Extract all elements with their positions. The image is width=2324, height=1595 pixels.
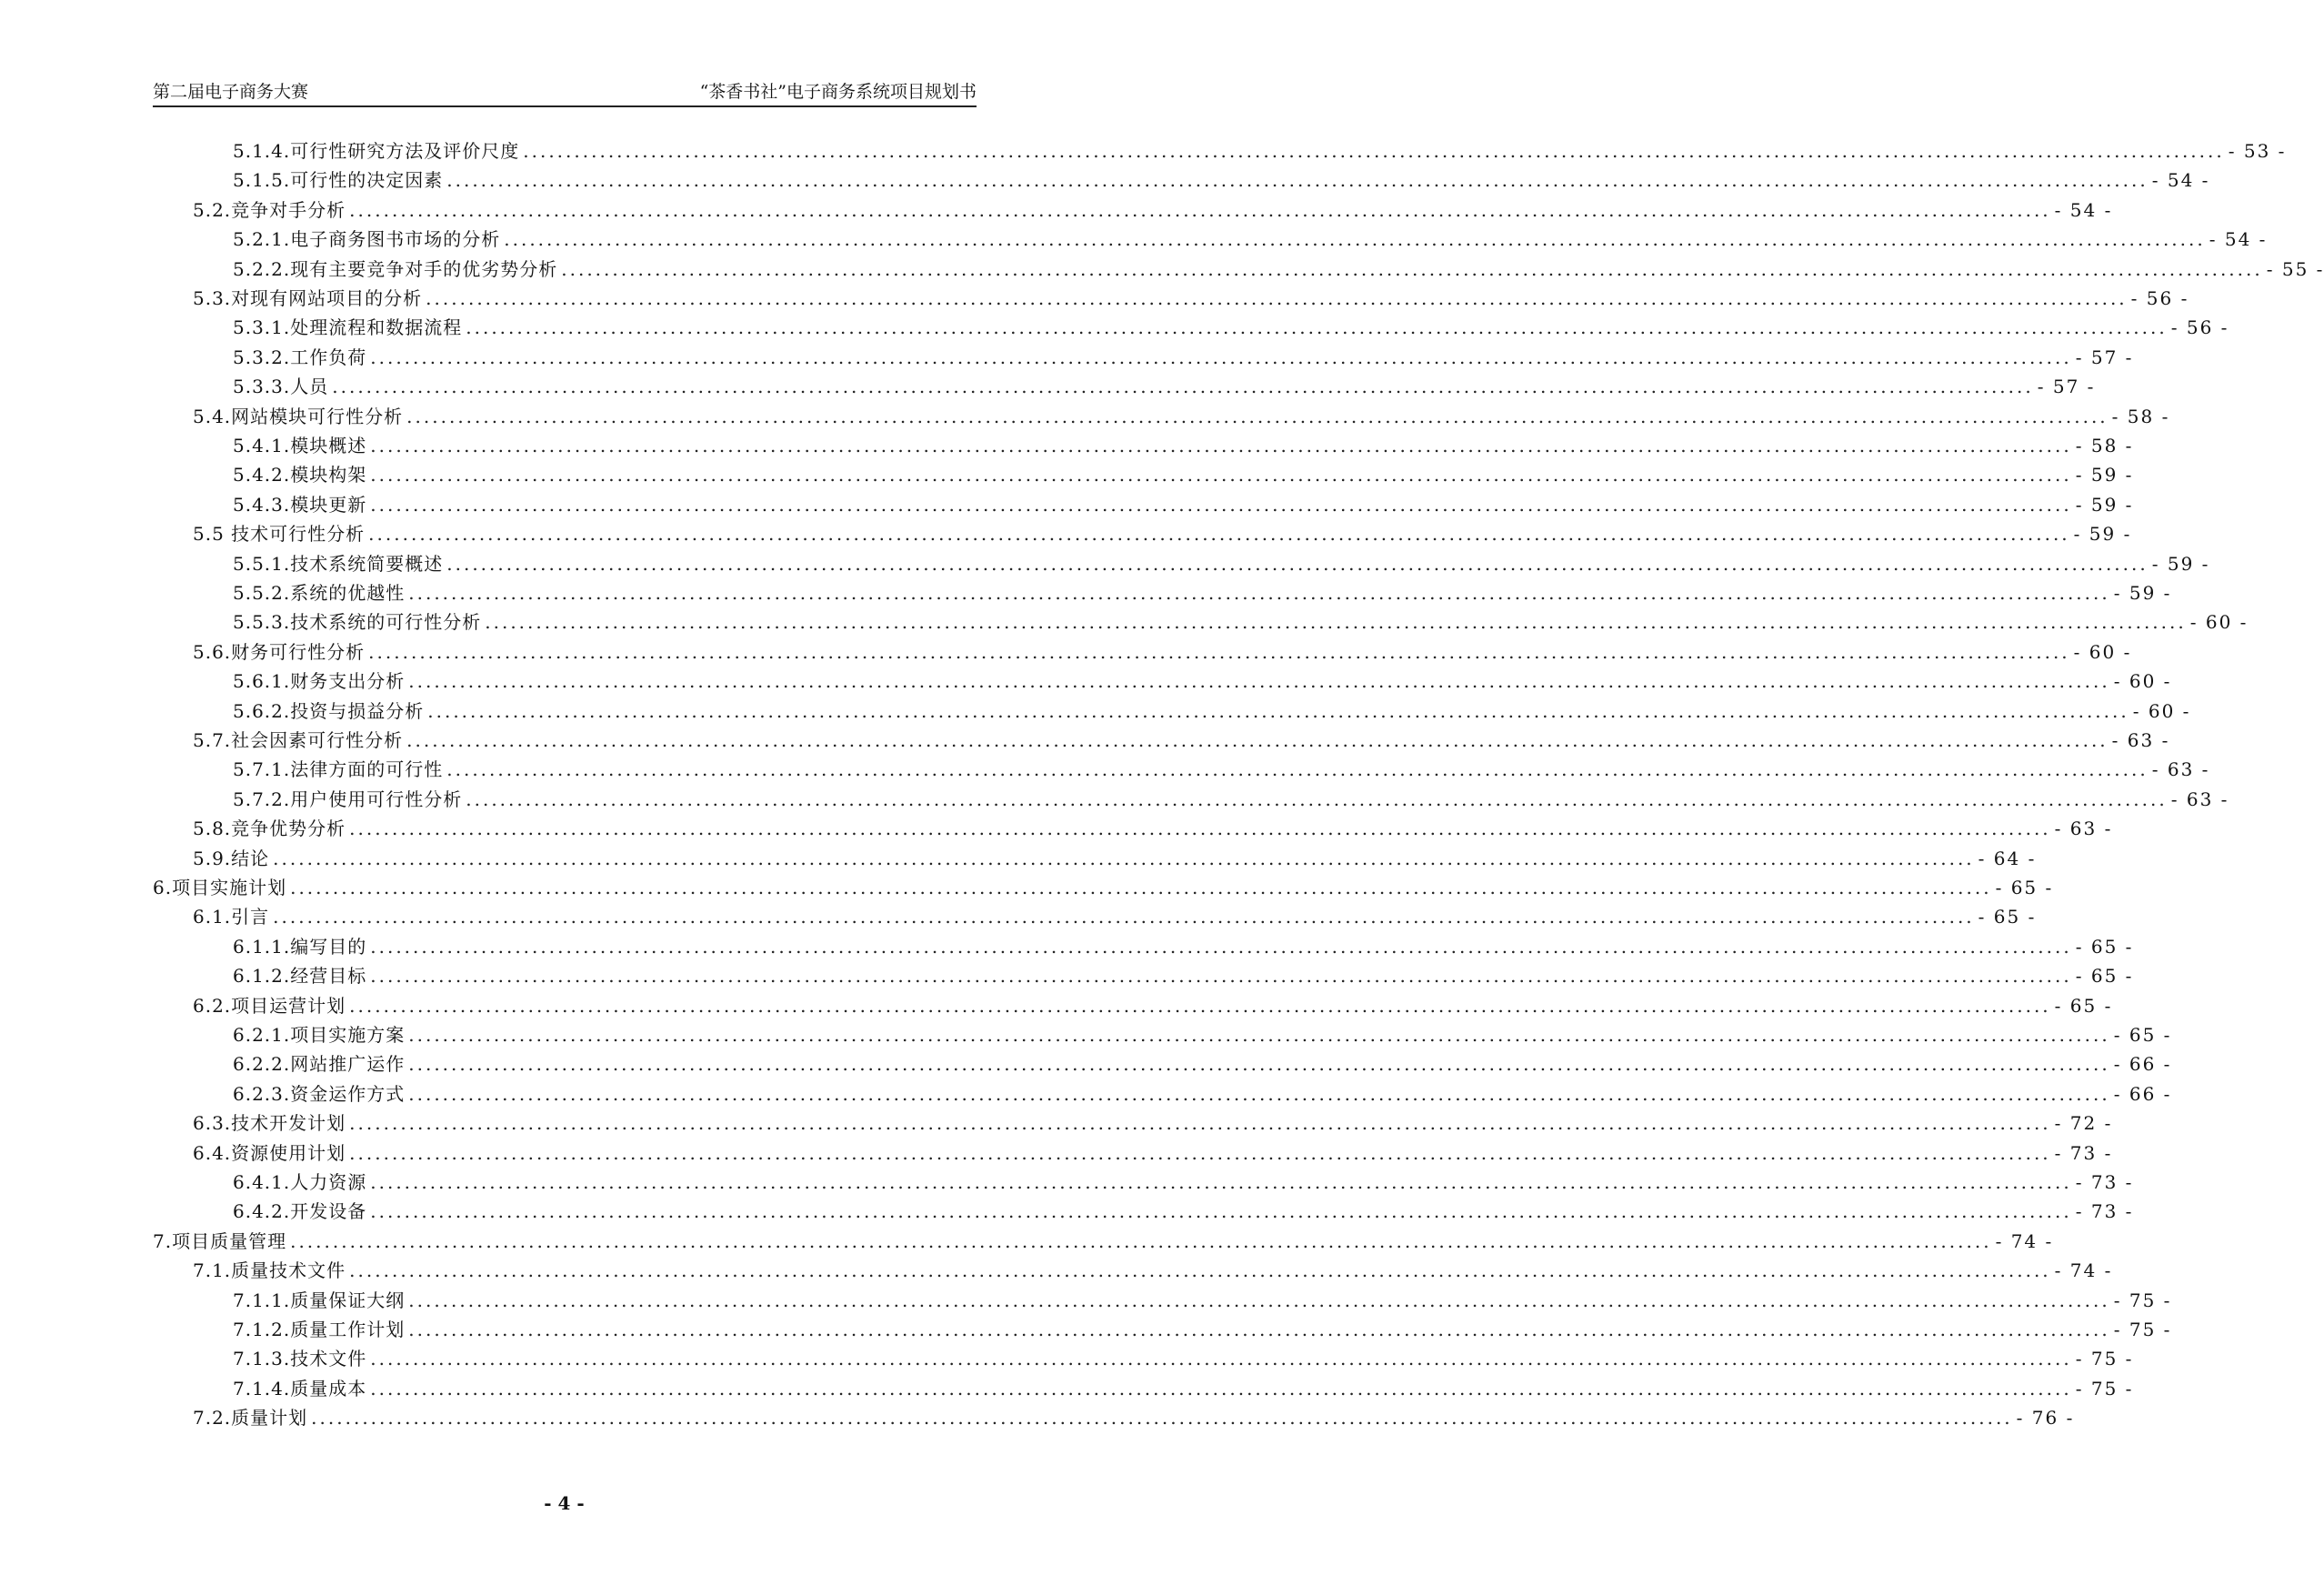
- toc-dot-leader: ........................................................................................................................................................................................................: [408, 1024, 2110, 1046]
- toc-entry-page: - 56 -: [2170, 316, 2229, 339]
- toc-dot-leader: ........................................................................................................................................................................................................: [349, 994, 2051, 1017]
- toc-entry[interactable]: [233, 1344, 2134, 1373]
- toc-entry[interactable]: [233, 785, 2229, 814]
- toc-entry-page: - 60 -: [2132, 699, 2191, 722]
- toc-entry[interactable]: [233, 1079, 2172, 1108]
- toc-entry[interactable]: [193, 637, 2132, 667]
- toc-entry-page: - 63 -: [2170, 787, 2229, 810]
- toc-dot-leader: ........................................................................................................................................................................................................: [427, 699, 2129, 722]
- toc-entry-label: 5.3.对现有网站项目的分析: [193, 287, 423, 309]
- toc-dot-leader: ........................................................................................................................................................................................................: [561, 257, 2263, 280]
- toc-entry-page: - 58 -: [2075, 435, 2134, 456]
- toc-entry[interactable]: [233, 490, 2134, 519]
- toc-entry-label: 5.5 技术可行性分析: [193, 523, 366, 546]
- toc-entry[interactable]: [233, 136, 2287, 166]
- toc-entry-label: 6.2.2.网站推广运作: [233, 1053, 406, 1076]
- toc-entry-label: 7.1.2.质量工作计划: [233, 1319, 406, 1340]
- toc-entry[interactable]: [233, 1315, 2172, 1344]
- toc-entry-page: - 75 -: [2075, 1348, 2134, 1370]
- toc-entry[interactable]: [233, 166, 2210, 195]
- toc-entry-page: - 65 -: [1995, 877, 2054, 898]
- toc-entry-page: - 63 -: [2111, 729, 2170, 751]
- toc-entry-label: 5.2.2.现有主要竞争对手的优劣势分析: [233, 257, 558, 280]
- toc-dot-leader: ........................................................................................................................................................................................................: [466, 316, 2168, 339]
- toc-entry-label: 5.3.2.工作负荷: [233, 346, 367, 368]
- toc-dot-leader: ........................................................................................................................................................................................................: [426, 287, 2128, 309]
- toc-dot-leader: ........................................................................................................................................................................................................: [446, 552, 2149, 575]
- toc-entry-label: 5.3.3.人员: [233, 376, 329, 398]
- toc-entry-label: 7.1.质量技术文件: [193, 1259, 346, 1282]
- toc-entry-label: 6.2.项目运营计划: [193, 994, 346, 1017]
- toc-entry[interactable]: [233, 667, 2172, 696]
- toc-entry-page: - 66 -: [2113, 1053, 2172, 1076]
- toc-entry[interactable]: [233, 1197, 2134, 1226]
- toc-entry-label: 5.7.1.法律方面的可行性: [233, 758, 444, 781]
- toc-entry-page: - 75 -: [2075, 1377, 2134, 1399]
- toc-entry-label: 6.1.引言: [193, 906, 270, 928]
- page-number: - 4 -: [544, 1492, 585, 1514]
- toc-entry-page: - 73 -: [2054, 1141, 2113, 1164]
- toc-entry-page: - 55 -: [2266, 257, 2324, 280]
- toc-entry[interactable]: [233, 961, 2134, 990]
- toc-entry-label: 6.3.技术开发计划: [193, 1112, 346, 1135]
- toc-entry[interactable]: [233, 431, 2134, 460]
- toc-dot-leader: ........................................................................................................................................................................................................: [408, 1289, 2110, 1311]
- toc-entry-page: - 74 -: [1995, 1229, 2054, 1252]
- toc-dot-leader: ........................................................................................................................................................................................................: [370, 346, 2072, 368]
- toc-dot-leader: ........................................................................................................................................................................................................: [311, 1407, 2013, 1429]
- toc-entry[interactable]: [233, 313, 2229, 342]
- toc-dot-leader: ........................................................................................................................................................................................................: [370, 493, 2072, 516]
- toc-dot-leader: ........................................................................................................................................................................................................: [408, 1319, 2110, 1340]
- toc-entry-page: - 57 -: [2037, 376, 2096, 398]
- header-right-title: “茶香书社”电子商务系统项目规划书: [699, 82, 977, 102]
- toc-entry-label: 5.5.1.技术系统简要概述: [233, 552, 444, 575]
- toc-dot-leader: ........................................................................................................................................................................................................: [349, 1141, 2051, 1164]
- toc-entry-label: 5.2.1.电子商务图书市场的分析: [233, 228, 501, 251]
- toc-entry[interactable]: [233, 578, 2172, 607]
- page-header: [153, 78, 977, 107]
- toc-entry-label: 5.4.3.模块更新: [233, 493, 367, 516]
- toc-entry[interactable]: [233, 225, 2268, 254]
- toc-entry[interactable]: [233, 255, 2324, 284]
- toc-entry-page: - 54 -: [2054, 198, 2113, 221]
- toc-entry-label: 5.1.5.可行性的决定因素: [233, 169, 444, 192]
- toc-entry-page: - 53 -: [2228, 140, 2287, 162]
- toc-entry-page: - 59 -: [2075, 464, 2134, 487]
- toc-dot-leader: ........................................................................................................................................................................................................: [290, 877, 1992, 898]
- toc-entry-label: 7.1.3.技术文件: [233, 1348, 367, 1370]
- toc-dot-leader: ........................................................................................................................................................................................................: [370, 464, 2072, 487]
- toc-entry[interactable]: [193, 991, 2113, 1020]
- toc-entry-page: - 64 -: [1978, 847, 2037, 869]
- toc-entry-label: 7.1.1.质量保证大纲: [233, 1289, 406, 1311]
- toc-entry-page: - 76 -: [2016, 1407, 2075, 1429]
- toc-entry-page: - 75 -: [2113, 1319, 2172, 1340]
- toc-entry[interactable]: [193, 196, 2113, 225]
- toc-entry-page: - 63 -: [2054, 818, 2113, 840]
- toc-entry-label: 7.1.4.质量成本: [233, 1377, 367, 1399]
- toc-dot-leader: ........................................................................................................................................................................................................: [446, 169, 2149, 192]
- toc-entry-page: - 65 -: [2113, 1024, 2172, 1046]
- toc-dot-leader: ........................................................................................................................................................................................................: [370, 1200, 2072, 1223]
- toc-entry[interactable]: [233, 1168, 2134, 1197]
- header-left-title: 第二届电子商务大赛: [153, 82, 309, 102]
- toc-dot-leader: ........................................................................................................................................................................................................: [349, 1112, 2051, 1135]
- toc-entry[interactable]: [193, 1139, 2113, 1168]
- toc-entry-label: 6.4.资源使用计划: [193, 1141, 346, 1164]
- toc-entry-page: - 63 -: [2151, 758, 2210, 781]
- toc-entry[interactable]: [233, 1020, 2172, 1049]
- toc-entry-label: 5.5.3.技术系统的可行性分析: [233, 611, 482, 634]
- toc-entry-label: 6.4.2.开发设备: [233, 1200, 367, 1223]
- toc-dot-leader: ........................................................................................................................................................................................................: [485, 611, 2187, 634]
- toc-entry[interactable]: [233, 697, 2191, 726]
- toc-entry-page: - 59 -: [2075, 493, 2134, 516]
- toc-entry-label: 5.7.2.用户使用可行性分析: [233, 787, 463, 810]
- toc-entry-page: - 73 -: [2075, 1171, 2134, 1193]
- toc-entry-label: 6.1.1.编写目的: [233, 935, 367, 958]
- toc-entry[interactable]: [193, 1108, 2113, 1138]
- toc-entry-label: 5.6.1.财务支出分析: [233, 670, 406, 693]
- toc-dot-leader: ........................................................................................................................................................................................................: [370, 1348, 2072, 1370]
- toc-entry[interactable]: [193, 519, 2132, 548]
- toc-entry-page: - 60 -: [2113, 670, 2172, 693]
- toc-entry[interactable]: [233, 1286, 2172, 1315]
- toc-entry-label: 7.2.质量计划: [193, 1407, 308, 1429]
- toc-entry-page: - 65 -: [1978, 906, 2037, 928]
- toc-entry[interactable]: [193, 726, 2170, 755]
- toc-dot-leader: ........................................................................................................................................................................................................: [408, 582, 2110, 604]
- toc-entry[interactable]: [233, 755, 2210, 784]
- toc-dot-leader: ........................................................................................................................................................................................................: [273, 906, 1975, 928]
- toc-entry-page: - 58 -: [2111, 405, 2170, 427]
- toc-dot-leader: ........................................................................................................................................................................................................: [368, 640, 2070, 663]
- toc-entry[interactable]: [193, 844, 2037, 873]
- toc-dot-leader: ........................................................................................................................................................................................................: [332, 376, 2034, 398]
- toc-entry-label: 5.6.财务可行性分析: [193, 640, 366, 663]
- toc-dot-leader: ........................................................................................................................................................................................................: [349, 198, 2051, 221]
- toc-entry-page: - 72 -: [2054, 1112, 2113, 1135]
- toc-entry-label: 5.5.2.系统的优越性: [233, 582, 406, 604]
- toc-entry-label: 5.6.2.投资与损益分析: [233, 699, 425, 722]
- toc-entry[interactable]: [233, 1374, 2134, 1403]
- toc-entry[interactable]: [233, 549, 2210, 578]
- toc-entry-label: 5.9.结论: [193, 847, 270, 869]
- toc-entry[interactable]: [233, 343, 2134, 372]
- toc-entry[interactable]: [193, 284, 2189, 313]
- toc-dot-leader: ........................................................................................................................................................................................................: [368, 523, 2070, 546]
- toc-entry-page: - 60 -: [2073, 640, 2132, 663]
- toc-dot-leader: ........................................................................................................................................................................................................: [290, 1229, 1992, 1252]
- toc-dot-leader: ........................................................................................................................................................................................................: [273, 847, 1975, 869]
- toc-entry-page: - 65 -: [2075, 935, 2134, 958]
- toc-entry-label: 5.2.竞争对手分析: [193, 198, 346, 221]
- toc-entry-label: 5.8.竞争优势分析: [193, 818, 346, 840]
- toc-dot-leader: ........................................................................................................................................................................................................: [370, 435, 2072, 456]
- toc-entry-page: - 59 -: [2151, 552, 2210, 575]
- toc-dot-leader: ........................................................................................................................................................................................................: [446, 758, 2149, 781]
- toc-dot-leader: ........................................................................................................................................................................................................: [370, 935, 2072, 958]
- toc-entry[interactable]: [233, 460, 2134, 489]
- toc-entry[interactable]: [233, 932, 2134, 961]
- toc-entry-label: 6.1.2.经营目标: [233, 965, 367, 988]
- toc-entry-page: - 54 -: [2151, 169, 2210, 192]
- toc-dot-leader: ........................................................................................................................................................................................................: [406, 729, 2109, 751]
- toc-entry[interactable]: [193, 1256, 2113, 1285]
- toc-entry-page: - 60 -: [2189, 611, 2249, 634]
- toc-entry-label: 5.1.4.可行性研究方法及评价尺度: [233, 140, 520, 162]
- toc-entry-page: - 59 -: [2073, 523, 2132, 546]
- toc-dot-leader: ........................................................................................................................................................................................................: [504, 228, 2206, 251]
- toc-dot-leader: ........................................................................................................................................................................................................: [349, 818, 2051, 840]
- toc-dot-leader: ........................................................................................................................................................................................................: [408, 670, 2110, 693]
- toc-entry-label: 5.3.1.处理流程和数据流程: [233, 316, 463, 339]
- toc-dot-leader: ........................................................................................................................................................................................................: [523, 140, 2225, 162]
- toc-entry[interactable]: [153, 873, 2054, 902]
- toc-entry-label: 5.7.社会因素可行性分析: [193, 729, 404, 751]
- toc-entry-label: 5.4.网站模块可行性分析: [193, 405, 404, 427]
- toc-entry[interactable]: [193, 814, 2113, 843]
- toc-entry-page: - 74 -: [2054, 1259, 2113, 1282]
- toc-entry-label: 6.2.3.资金运作方式: [233, 1082, 406, 1105]
- toc-entry[interactable]: [233, 372, 2096, 401]
- toc-entry-label: 5.4.2.模块构架: [233, 464, 367, 487]
- toc-dot-leader: ........................................................................................................................................................................................................: [370, 1377, 2072, 1399]
- toc-dot-leader: ........................................................................................................................................................................................................: [349, 1259, 2051, 1282]
- toc-entry-label: 6.4.1.人力资源: [233, 1171, 367, 1193]
- toc-entry-label: 7.项目质量管理: [153, 1229, 287, 1252]
- toc-entry-label: 6.2.1.项目实施方案: [233, 1024, 406, 1046]
- toc-entry[interactable]: [233, 607, 2249, 637]
- toc-dot-leader: ........................................................................................................................................................................................................: [370, 965, 2072, 988]
- toc-dot-leader: ........................................................................................................................................................................................................: [370, 1171, 2072, 1193]
- toc-entry-page: - 73 -: [2075, 1200, 2134, 1223]
- toc-entry-page: - 56 -: [2130, 287, 2189, 309]
- toc-entry[interactable]: [153, 1227, 2054, 1256]
- toc-entry-page: - 65 -: [2075, 965, 2134, 988]
- toc-entry[interactable]: [193, 902, 2037, 931]
- toc-entry-page: - 54 -: [2209, 228, 2268, 251]
- toc-entry[interactable]: [233, 1049, 2172, 1078]
- toc-entry-page: - 65 -: [2054, 994, 2113, 1017]
- toc-entry-page: - 75 -: [2113, 1289, 2172, 1311]
- toc-entry-page: - 59 -: [2113, 582, 2172, 604]
- toc-dot-leader: ........................................................................................................................................................................................................: [408, 1053, 2110, 1076]
- toc-entry-page: - 57 -: [2075, 346, 2134, 368]
- toc-dot-leader: ........................................................................................................................................................................................................: [406, 405, 2109, 427]
- toc-entry[interactable]: [193, 1403, 2075, 1432]
- toc-entry-label: 5.4.1.模块概述: [233, 435, 367, 456]
- toc-entry-label: 6.项目实施计划: [153, 877, 287, 898]
- toc-entry-page: - 66 -: [2113, 1082, 2172, 1105]
- toc-dot-leader: ........................................................................................................................................................................................................: [408, 1082, 2110, 1105]
- toc-dot-leader: ........................................................................................................................................................................................................: [466, 787, 2168, 810]
- toc-entry[interactable]: [193, 402, 2170, 431]
